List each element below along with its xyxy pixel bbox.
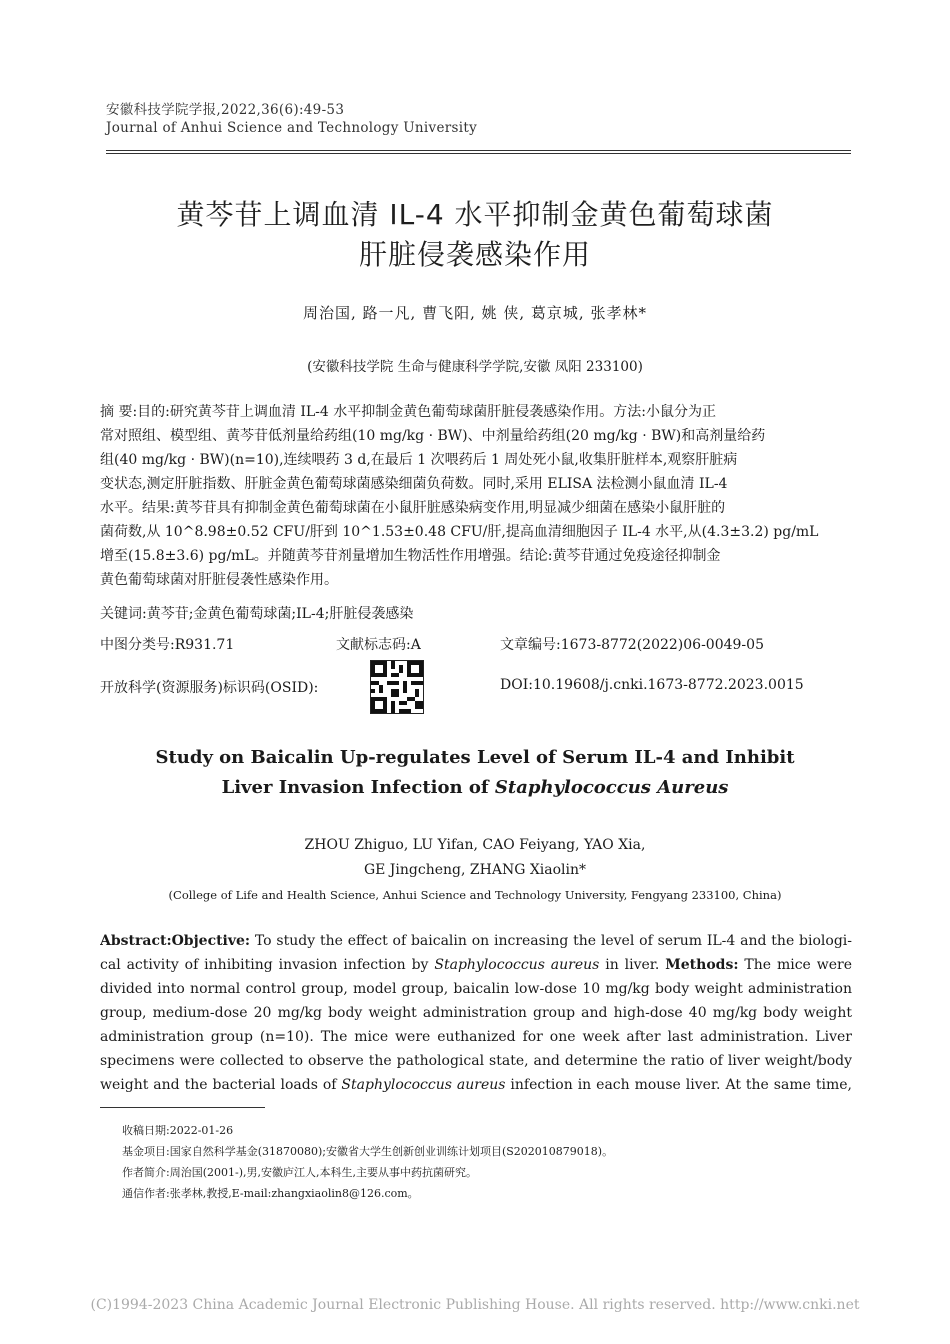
header-rule-top	[106, 150, 851, 151]
footnote-author: 作者简介:周治国(2001-),男,安徽庐江人,本科生,主要从事中药抗菌研究。	[122, 1166, 477, 1179]
doi[interactable]: DOI:10.19608/j.cnki.1673-8772.2023.0015	[500, 677, 804, 693]
authors-cn: 周治国, 路一凡, 曹飞阳, 姚 侠, 葛京城, 张孝林*	[303, 304, 647, 322]
keywords-cn: 关键词:黄芩苷;金黄色葡萄球菌;IL-4;肝脏侵袭感染	[100, 606, 414, 622]
affiliation-en: (College of Life and Health Science, Anhui Science and Technology University, Fengyang 233100, China)	[168, 888, 782, 902]
title-cn-line2: 肝脏侵袭感染作用	[358, 238, 591, 271]
abstract-en-line-4: group, medium-dose 20 mg/kg body weight administration group and high-dose 40 mg/kg body weight	[100, 1005, 852, 1021]
abstract-en-label: Abstract:	[100, 933, 172, 949]
abstract-cn-line-8: 黄色葡萄球菌对肝脏侵袭性感染作用。	[100, 572, 338, 588]
methods-label: Methods:	[665, 957, 739, 973]
abstract-en	[100, 929, 852, 1097]
abstract-cn-line-2: 常对照组、模型组、黄芩苷低剂量给药组(10 mg/kg · BW)、中剂量给药组(20 mg/kg · BW)和高剂量给药	[100, 428, 766, 444]
title-cn-line1: 黄芩苷上调血清 IL-4 水平抑制金黄色葡萄球菌	[176, 198, 774, 231]
header-rule-bottom	[106, 153, 851, 154]
title-en-line1: Study on Baicalin Up-regulates Level of Serum IL-4 and Inhibit	[155, 747, 795, 768]
objective-label: Objective:	[171, 933, 251, 949]
footnote-received: 收稿日期:2022-01-26	[122, 1124, 234, 1137]
footnote-fund: 基金项目:国家自然科学基金(31870080);安徽省大学生创新创业训练计划项目(S202010879018)。	[122, 1145, 614, 1158]
article-number: 文章编号:1673-8772(2022)06-0049-05	[500, 637, 764, 653]
authors-en-line2: GE Jingcheng, ZHANG Xiaolin*	[363, 862, 587, 878]
document-code: 文献标志码:A	[336, 637, 421, 653]
qr-code-icon	[371, 661, 423, 713]
title-en-species: Staphylococcus Aureus	[494, 777, 729, 798]
clc-number: 中图分类号:R931.71	[100, 637, 235, 653]
osid-label: 开放科学(资源服务)标识码(OSID):	[100, 680, 319, 696]
abstract-cn-line-6: 菌荷数,从 10^8.98±0.52 CFU/肝到 10^1.53±0.48 CFU/肝,提高血清细胞因子 IL-4 水平,从(4.3±3.2) pg/mL	[100, 524, 819, 540]
abstract-cn-line-7: 增至(15.8±3.6) pg/mL。并随黄芩苷剂量增加生物活性作用增强。结论:黄芩苷通过免疫途径抑制金	[100, 548, 721, 564]
footnote-rule	[100, 1107, 265, 1108]
abstract-en-line-1: Abstract:Objective: To study the effect of baicalin on increasing the level of serum IL-4 and the biologi-	[100, 933, 852, 949]
footnote-corresponding: 通信作者:张孝林,教授,E-mail:zhangxiaolin8@126.com。	[122, 1187, 419, 1200]
abstract-cn-line-1: 摘 要:目的:研究黄芩苷上调血清 IL-4 水平抑制金黄色葡萄球菌肝脏侵袭感染作用。方法:小鼠分为正	[100, 404, 716, 420]
authors-en-line1: ZHOU Zhiguo, LU Yifan, CAO Feiyang, YAO Xia,	[304, 837, 646, 853]
copyright-notice: (C)1994-2023 China Academic Journal Electronic Publishing House. All rights reserved. http://www.cnki.net	[90, 1297, 860, 1313]
journal-citation-cn: 安徽科技学院学报,2022,36(6):49-53	[106, 102, 345, 118]
abstract-en-line-7: weight and the bacterial loads of Staphylococcus aureus infection in each mouse liver. At the same time,	[100, 1077, 852, 1093]
abstract-cn-line-4: 变状态,测定肝脏指数、肝脏金黄色葡萄球菌感染细菌负荷数。同时,采用 ELISA 法检测小鼠血清 IL-4	[100, 476, 728, 492]
journal-name-en: Journal of Anhui Science and Technology University	[106, 120, 478, 136]
abstract-en-line-3: divided into normal control group, model group, baicalin low-dose 10 mg/kg body weight administration	[100, 981, 852, 997]
abstract-cn-label: 摘 要:	[100, 404, 138, 420]
abstract-en-line-5: administration group (n=10). The mice were euthanized for one week after last administration. Liver	[100, 1029, 852, 1045]
affiliation-cn: (安徽科技学院 生命与健康科学学院,安徽 凤阳 233100)	[307, 359, 643, 375]
osid-qr-code[interactable]	[370, 660, 424, 714]
abstract-en-line-2: cal activity of inhibiting invasion infection by Staphylococcus aureus in liver. Methods: The mice were	[100, 957, 852, 973]
abstract-cn-line-5: 水平。结果:黄芩苷具有抑制金黄色葡萄球菌在小鼠肝脏感染病变作用,明显减少细菌在感染小鼠肝脏的	[100, 500, 726, 516]
abstract-cn	[100, 400, 852, 592]
abstract-cn-line-3: 组(40 mg/kg · BW)(n=10),连续喂药 3 d,在最后 1 次喂药后 1 周处死小鼠,收集肝脏样本,观察肝脏病	[100, 452, 738, 468]
abstract-en-line-6: specimens were collected to observe the pathological state, and determine the ratio of liver weight/body	[100, 1053, 852, 1069]
title-en-line2: Liver Invasion Infection of Staphylococcus Aureus	[221, 777, 729, 798]
